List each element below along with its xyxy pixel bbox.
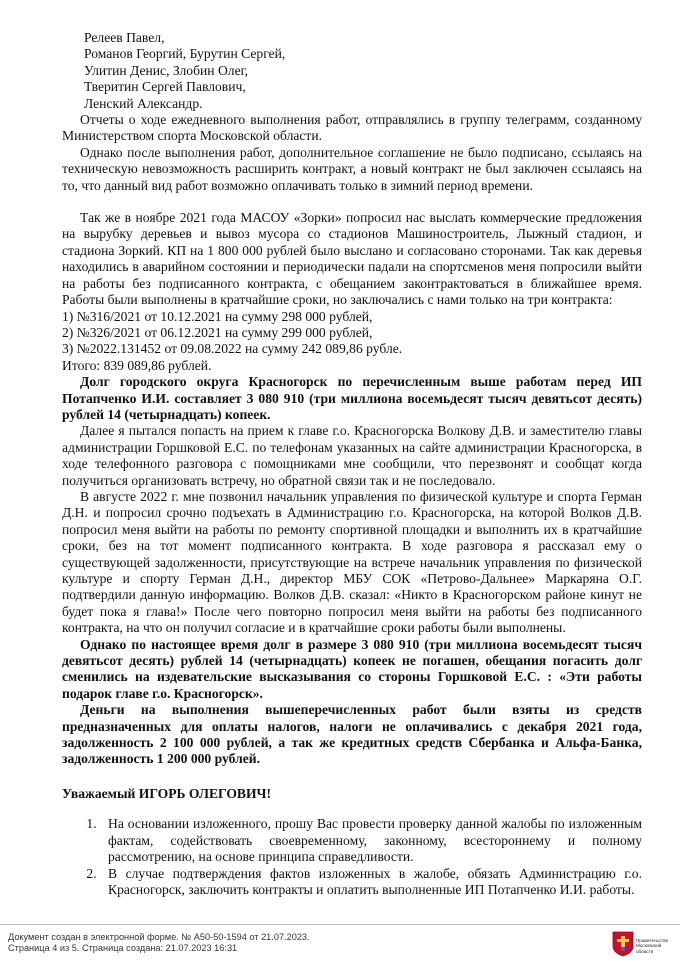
- paragraph-zorki: Так же в ноябре 2021 года МАСОУ «Зорки» попросил нас выслать коммерческие предложения на вырубку деревьев и вывоз мусора со стадионов Машиностроитель, Лыжный стадион, и стадиона Зоркий. КП на 1 800 000 рублей было выслано и согласовано сторонами. Так как деревья находились в аварийном состоянии и периодически падали на спортсменов меня попросили выйти на работы без подписанного контракта, с обещанием законтрактоваться в ближайшее время. Работы были выполнены в кратчайшие сроки, но заключались с нами только на три контракта:: [62, 210, 642, 308]
- name-line: Релеев Павел,: [84, 30, 165, 45]
- moscow-oblast-coat-of-arms-icon: [612, 931, 634, 957]
- logo-caption: [636, 938, 676, 954]
- contract-line: 3) №2022.131452 от 09.08.2022 на сумму 242 089,86 рубле.: [62, 341, 403, 357]
- name-line: Ленский Александр.: [84, 95, 203, 111]
- contract-line: 1) №316/2021 от 10.12.2021 на сумму 298 000 рублей,: [62, 308, 373, 324]
- page-footer: [0, 924, 680, 963]
- footer-info: [8, 932, 310, 954]
- paragraph-after-works: Однако после выполнения работ, дополнительное соглашение не было подписано, ссылаясь на техническую невозможность расширить контракт, а новый контракт не был заключен ссылаясь на то, что данный вид работ возможно оплачивать только в зимний период времени.: [62, 144, 642, 193]
- salutation: Уважаемый ИГОРЬ ОЛЕГОВИЧ!: [62, 785, 272, 801]
- contracts-total: Итого: 839 089,86 рублей.: [62, 357, 212, 373]
- request-item: 1. На основании изложенного, прошу Вас провести проверку данной жалобы по изложенным фактам, содействовать своевременному, законному, всестороннему и полному рассмотрению, на основе принципа справедливости.: [100, 816, 642, 865]
- paragraph-funds: Деньги на выполнения вышеперечисленных работ были взяты из средств предназначенных для оплаты налогов, налоги не оплачивались с декабря 2021 года, задолженность 2 100 000 рублей, а так же кредитных средств Сбербанка и Альфа-Банка, задолженность 1 200 000 рублей.: [62, 702, 642, 767]
- names-list: [62, 30, 642, 112]
- requests-list: [62, 816, 642, 898]
- request-item: 2. В случае подтверждения фактов изложенных в жалобе, обязать Администрацию г.о. Красногорск, заключить контракты и оплатить выполненные ИП Потапченко И.И. работы.: [100, 866, 642, 899]
- contract-line: 2) №326/2021 от 06.12.2021 на сумму 299 000 рублей,: [62, 324, 373, 340]
- logo-caption-line: Правительство: [636, 938, 669, 943]
- name-line: Тверитин Сергей Павлович,: [84, 79, 246, 95]
- footer-page-line: Страница 4 из 5. Страница создана: 21.07.2023 16:31: [8, 943, 238, 953]
- paragraph-reception: Далее я пытался попасть на прием к главе г.о. Красногорска Волкову Д.В. и заместителю главы администрации Горшковой Е.С. по телефонам указанных на сайте администрации Красногорска, в ходе телефонного разговора с помощниками мне сообщили, что перезвонят и сообщат когда получиться организовать встречу, но обратной связи так и не последовало.: [62, 423, 642, 488]
- paragraph-august: В августе 2022 г. мне позвонил начальник управления по физической культуре и спорта Герман Д.Н. и попросил срочно подъехать в Администрацию г.о. Красногорска, на которой Волков Д.В. попросил меня выйти на работы по ремонту спортивной площадки и выполнить их в кратчайшие сроки, без на тот момент подписанного контракта. В ходе разговора я рассказал ему о существующей задолженности, присутствующие на встрече начальник управления по физической культуре и спорту Герман Д.Н., директор МБУ СОК «Петрово-Дальнее» Маркаряна О.Г. подтвердили данную информацию. Волков Д.В. сказал: «Никто в Красногорском районе кинут не будет пока я глава!» После чего повторно попросил меня выйти на работы без подписанного контракта, на что он получил согласие и в кратчайшие сроки работы были выполнены.: [62, 488, 642, 636]
- paragraph-debt: Долг городского округа Красногорск по перечисленным выше работам перед ИП Потапченко И.И. составляет 3 080 910 (три миллиона восемьдесят тысяч девятьсот десять) рублей 14 (четырнадцать) копеек.: [62, 374, 642, 422]
- name-line: Улитин Денис, Злобин Олег,: [84, 62, 249, 78]
- government-logo: [612, 931, 676, 957]
- footer-document-line: Документ создан в электронной форме. № А50-50-1594 от 21.07.2023.: [8, 932, 310, 942]
- paragraph-reports: Отчеты о ходе ежедневного выполнения работ, отправлялись в группу телеграмм, созданному Министерством спорта Московской области.: [62, 112, 642, 144]
- letter-body: [62, 30, 642, 898]
- logo-caption-line: Московской области: [636, 943, 662, 954]
- paragraph-unpaid-debt: Однако по настоящее время долг в размере 3 080 910 (три миллиона восемьдесят тысяч девятьсот десять) рублей 14 (четырнадцать) копеек не погашен, обещания погасить долг сменились на издевательские высказывания со стороны Горшковой Е.С. : «Эти работы подарок главе г.о. Красногорск».: [62, 636, 642, 701]
- name-line: Романов Георгий, Бурутин Сергей,: [84, 46, 286, 62]
